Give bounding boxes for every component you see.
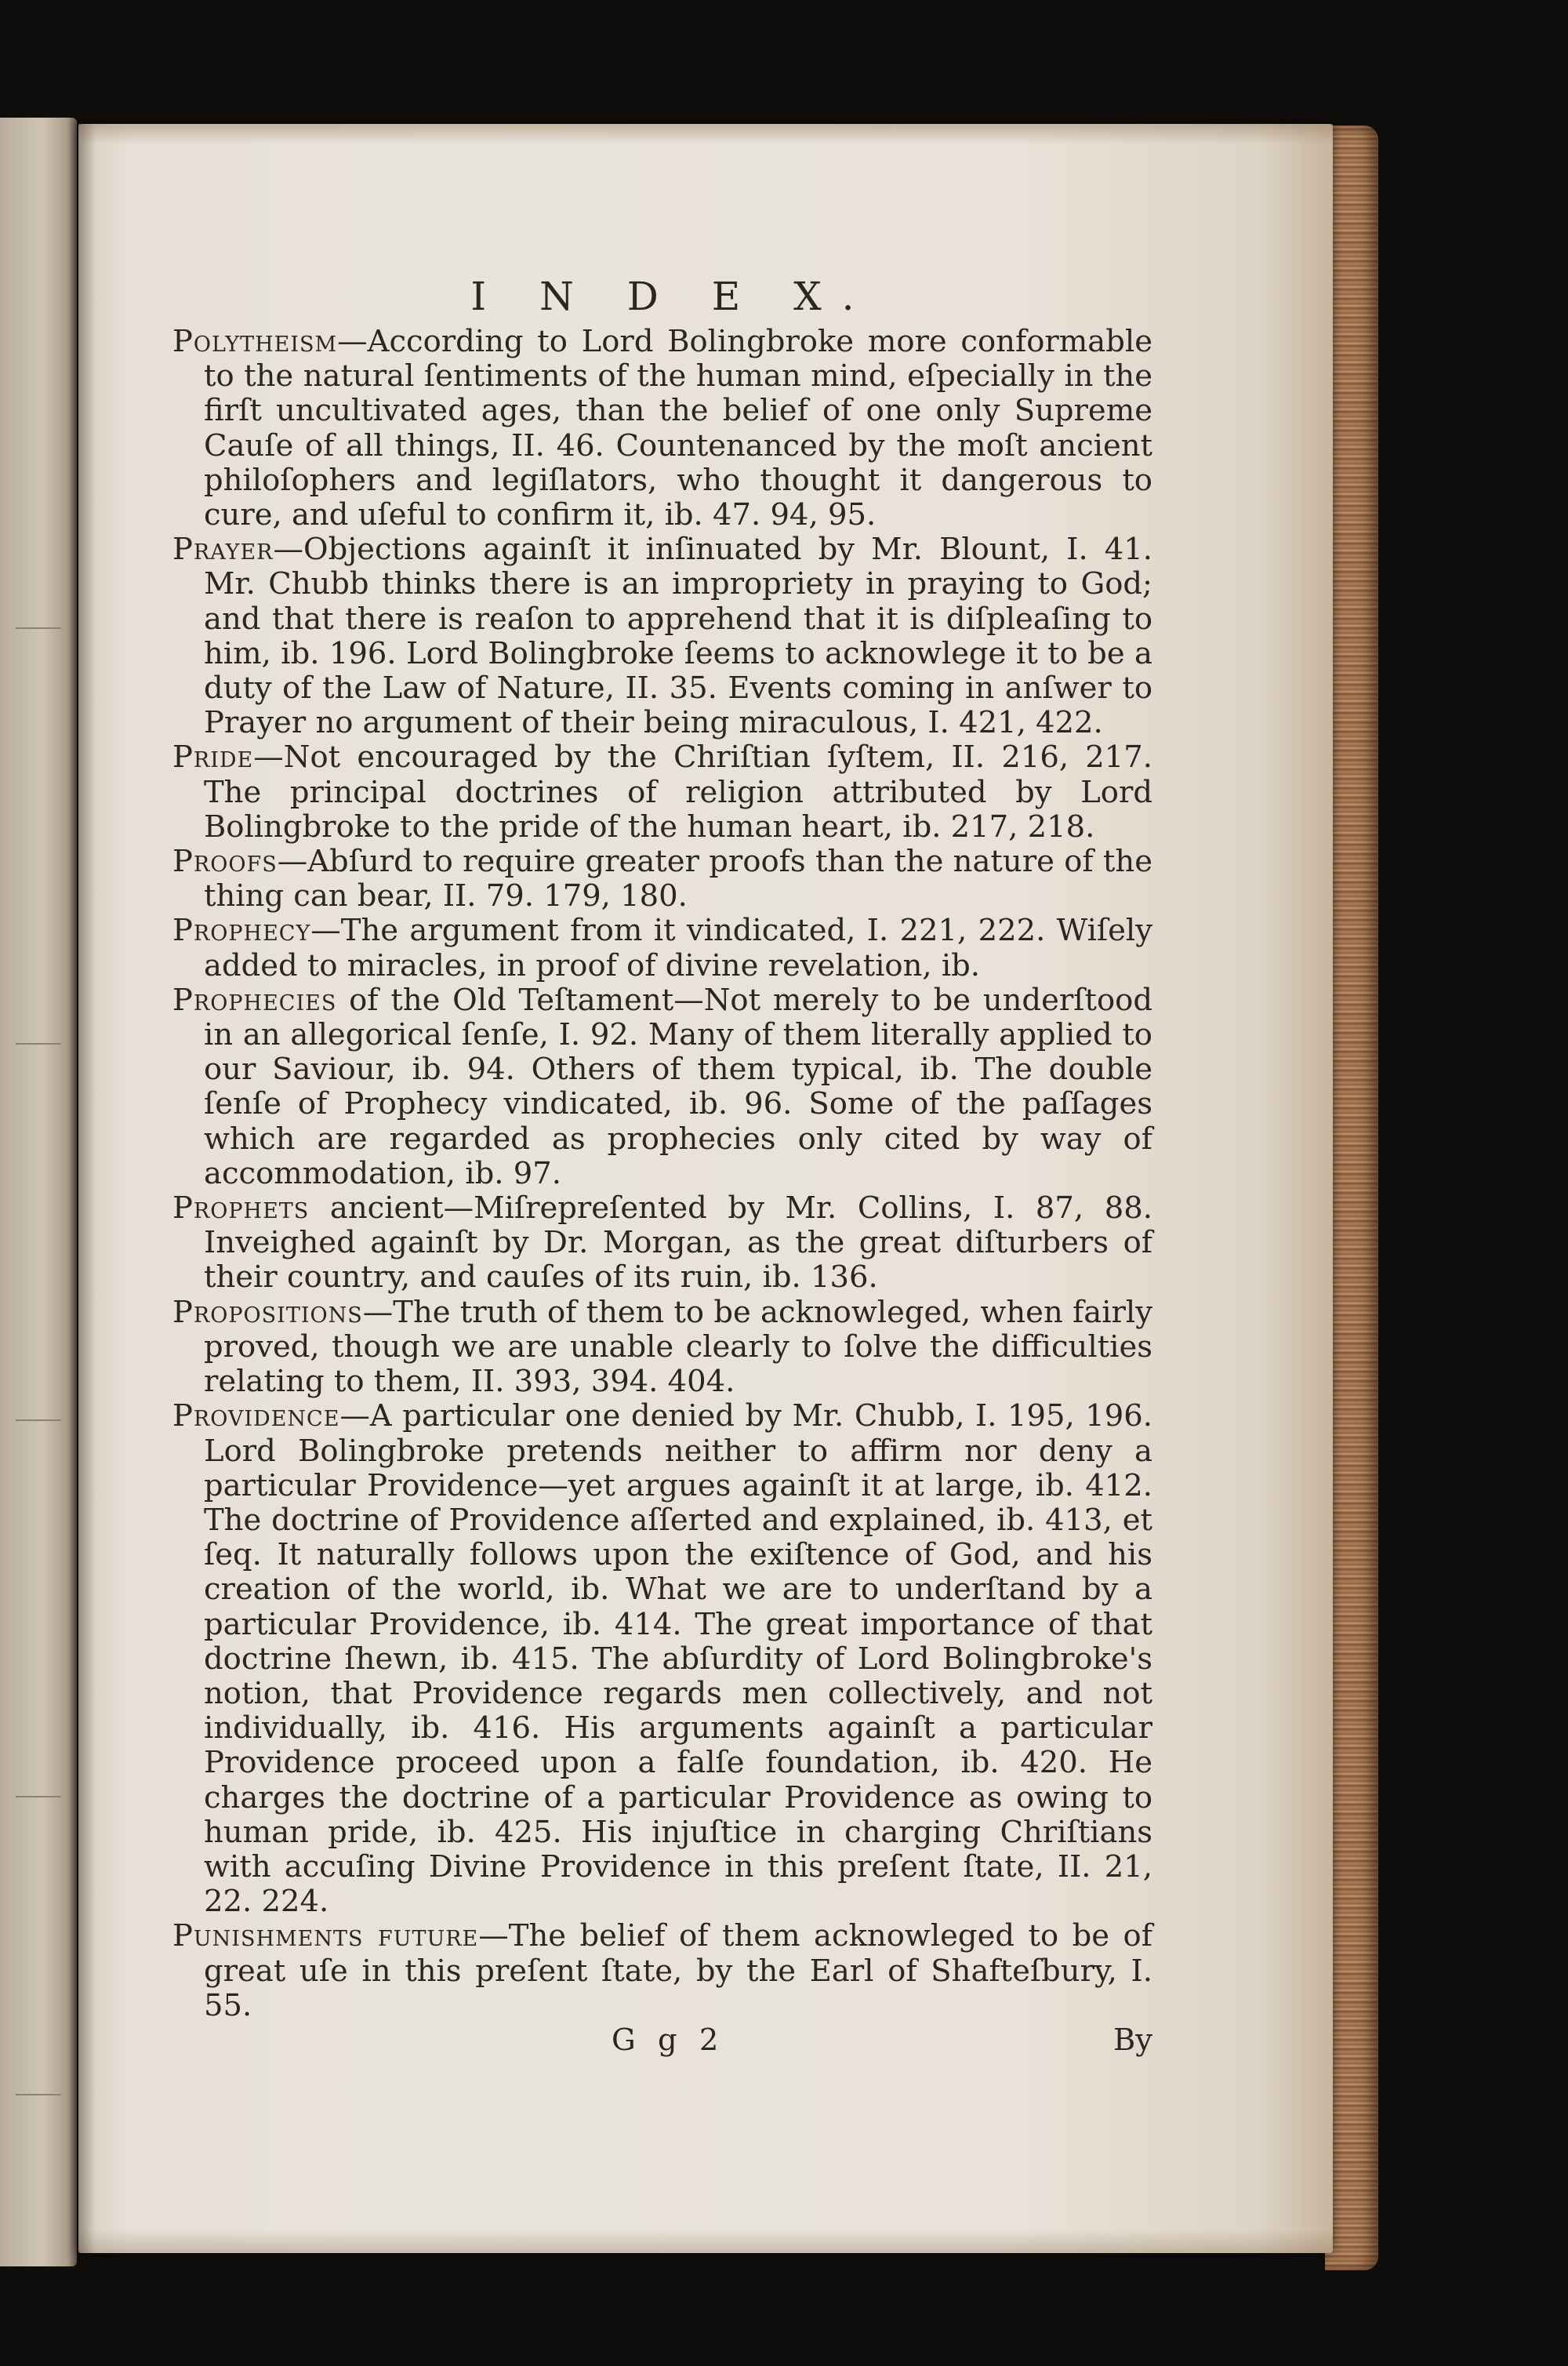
index-entry-prayer xyxy=(172,532,1152,740)
entry-term: Propositions xyxy=(172,1294,363,1330)
page-footer xyxy=(172,2023,1152,2058)
index-entry-prophecies xyxy=(172,983,1152,1191)
entry-term: Prayer xyxy=(172,532,274,568)
entry-term: Pride xyxy=(172,740,254,776)
entry-text: —The truth of them to be acknowleged, when fairly proved, though we are unable clearly to ſolve the difficulties relating to them, II. 393, 394. 404. xyxy=(204,1294,1152,1400)
index-entry-propositions xyxy=(172,1296,1152,1400)
entry-text: —Abſurd to require greater proofs than the nature of the thing can bear, II. 79. 179, 180. xyxy=(204,844,1152,914)
entry-text: ancient—Miſrepreſented by Mr. Collins, I. 87, 88. Inveighed againſt by Dr. Morgan, as the great diſturbers of their country, and cauſes of its ruin, ib. 136. xyxy=(204,1190,1152,1296)
index-entry-providence xyxy=(172,1399,1152,1919)
page-heading: I N D E X. xyxy=(470,274,875,319)
entry-term: Prophecies xyxy=(172,982,337,1018)
index-entry-prophets xyxy=(172,1191,1152,1296)
index-page xyxy=(78,124,1333,2253)
entry-text: —The belief of them acknowleged to be of great uſe in this preſent ſtate, by the Earl of Shafteſbury, I. 55. xyxy=(204,1918,1152,2023)
index-entry-prophecy xyxy=(172,914,1152,983)
index-entry-proofs xyxy=(172,845,1152,914)
index-entry-punishments xyxy=(172,1919,1152,2023)
index-text-block xyxy=(172,273,1152,2058)
entry-term: Polytheism xyxy=(172,324,338,359)
entry-term: Providence xyxy=(172,1398,340,1434)
entry-term: Proofs xyxy=(172,844,278,880)
signature-mark: G g 2 xyxy=(612,2022,725,2058)
entry-text: —Not encouraged by the Chriſtian ſyſtem, II. 216, 217. The principal doctrines of religion attributed by Lord Bolingbroke to the pride of the human heart, ib. 217, 218. xyxy=(204,740,1152,845)
entry-term: Punishments future xyxy=(172,1918,479,1954)
entry-text: —According to Lord Bolingbroke more conformable to the natural ſentiments of the human mind, eſpecially in the firſt uncultivated ages, than the belief of one only Supreme Cauſe of all things, II. 46. Countenanced by the moſt ancient philoſophers and legiſlators, who thought it dangerous to cure, and uſeful to confirm it, ib. 47. 94, 95. xyxy=(204,324,1152,533)
entry-term: Prophets xyxy=(172,1190,310,1227)
catchword: By xyxy=(1112,2022,1152,2058)
index-entry-polytheism xyxy=(172,325,1152,532)
entry-text: of the Old Teſtament—Not merely to be underſtood in an allegorical ſenſe, I. 92. Many of them literally applied to our Saviour, ib. 94. Others of them typical, ib. The double ſenſe of Prophecy vindicated, ib. 96. Some of the paſſages which are regarded as prophecies only cited by way of accommodation, ib. 97. xyxy=(204,982,1152,1191)
entry-text: —The argument from it vindicated, I. 221, 222. Wiſely added to miracles, in proof of divine revelation, ib. xyxy=(204,913,1152,983)
entry-term: Prophecy xyxy=(172,913,311,949)
entry-text: —A particular one denied by Mr. Chubb, I. 195, 196. Lord Bolingbroke pretends neither to affirm nor deny a particular Providence—yet argues againſt it at large, ib. 412. The doctrine of Providence aſſerted and explained, ib. 413, et ſeq. It naturally follows upon the exiſtence of God, and his creation of the world, ib. What we are to underſtand by a particular Providence, ib. 414. The great importance of that doctrine ſhewn, ib. 415. The abſurdity of Lord Bolingbroke's notion, that Providence regards men collectively, and not individually, ib. 416. His arguments againſt a particular Providence proceed upon a falſe foundation, ib. 420. He charges the doctrine of a particular Providence as owing to human pride, ib. 425. His injuſtice in charging Chriſtians with accuſing Divine Providence in this preſent ſtate, II. 21, 22. 224. xyxy=(204,1398,1152,1920)
left-facing-page-edge xyxy=(0,118,77,2266)
book-fore-edge xyxy=(1325,125,1378,2270)
entry-text: —Objections againſt it inſinuated by Mr. Blount, I. 41. Mr. Chubb thinks there is an impropriety in praying to God; and that there is reaſon to apprehend that it is diſpleaſing to him, ib. 196. Lord Bolingbroke ſeems to acknowlege it to be a duty of the Law of Nature, II. 35. Events coming in anſwer to Prayer no argument of their being miraculous, I. 421, 422. xyxy=(204,532,1152,741)
index-entry-pride xyxy=(172,740,1152,845)
